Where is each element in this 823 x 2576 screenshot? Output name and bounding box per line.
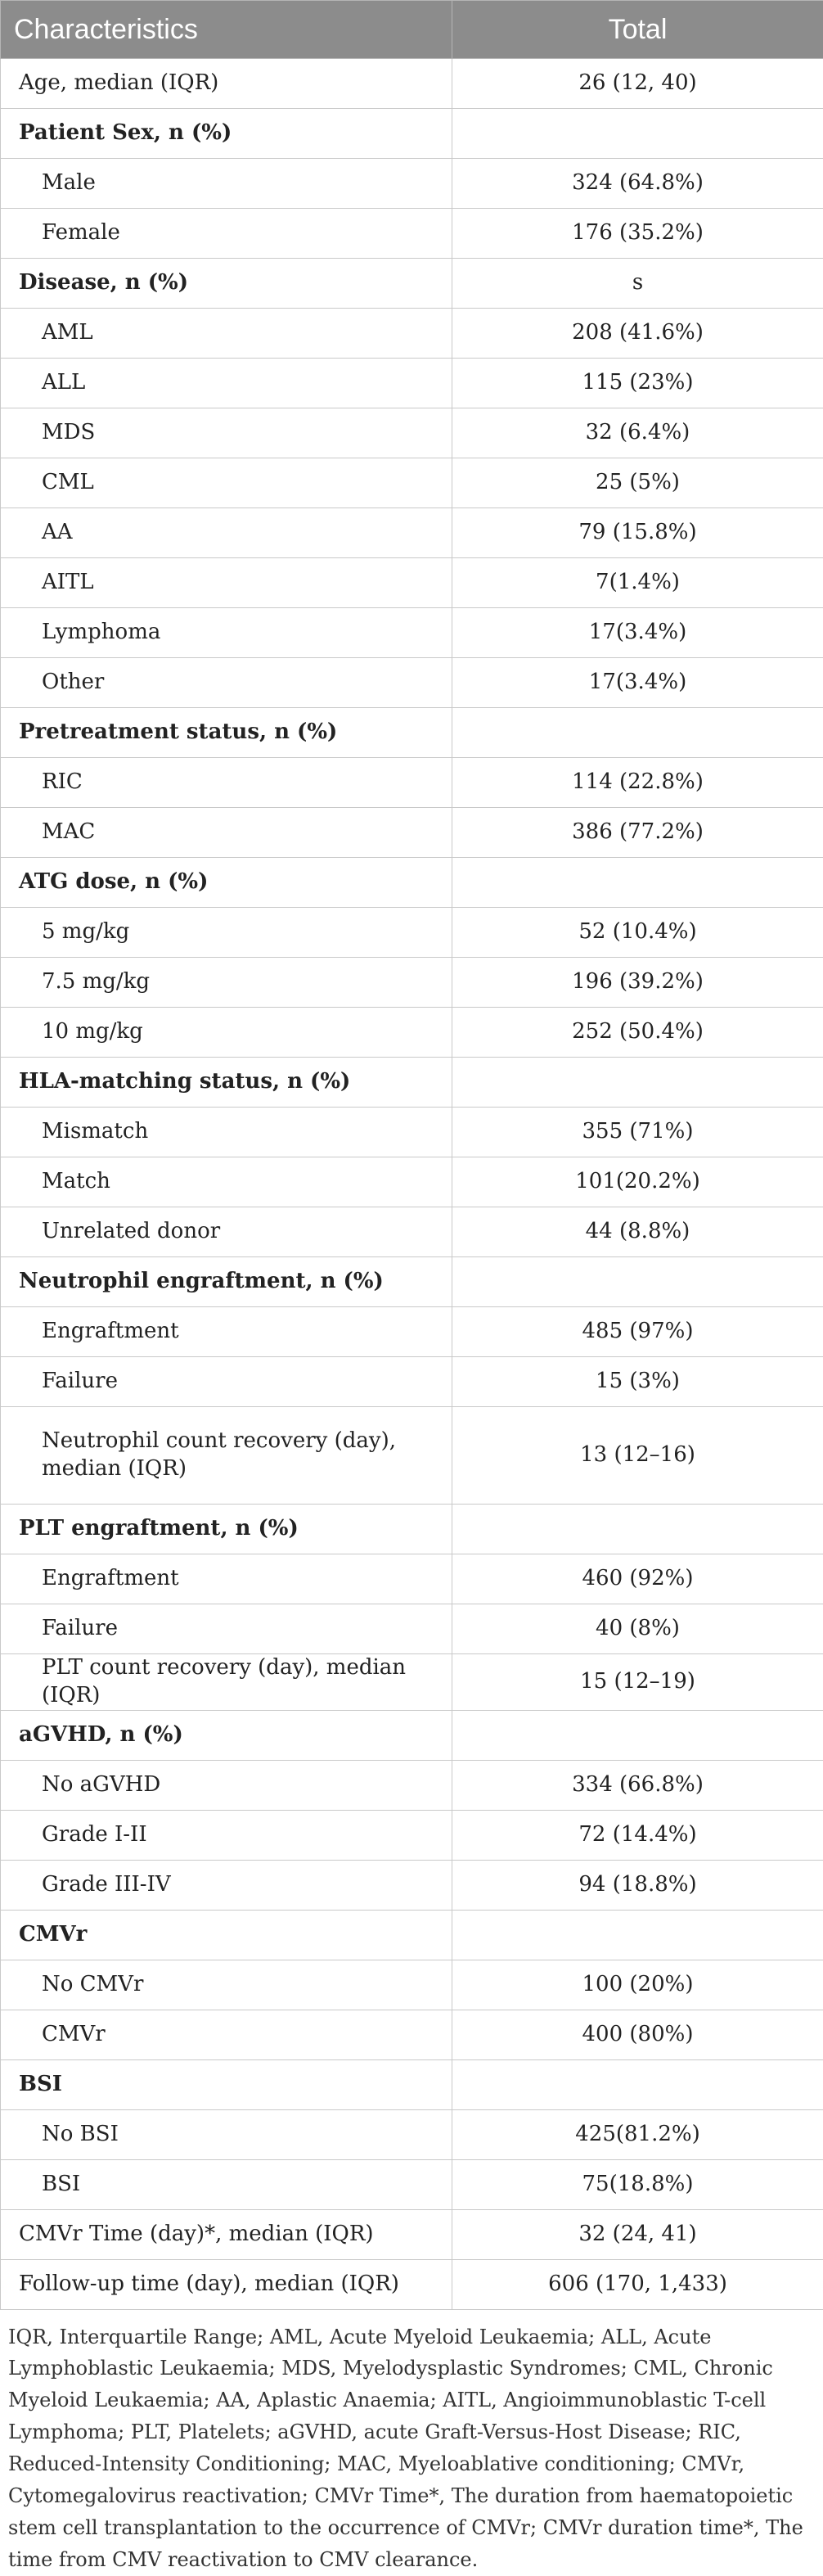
row-value: 32 (6.4%) [452, 408, 823, 458]
row-label: Unrelated donor [1, 1207, 452, 1257]
row-label: Other [1, 658, 452, 708]
section-label: Pretreatment status, n (%) [1, 708, 452, 758]
header-characteristics: Characteristics [1, 1, 452, 59]
row-label: PLT count recovery (day), median (IQR) [1, 1654, 452, 1711]
header-total: Total [452, 1, 823, 59]
row-label: Follow-up time (day), median (IQR) [1, 2259, 452, 2309]
section-label: PLT engraftment, n (%) [1, 1505, 452, 1554]
row-value: 15 (3%) [452, 1357, 823, 1407]
row-value: 425(81.2%) [452, 2109, 823, 2159]
table-row [1, 1654, 823, 1711]
row-value: 115 (23%) [452, 359, 823, 408]
table-row [1, 558, 823, 608]
row-label: ALL [1, 359, 452, 408]
row-label: CML [1, 458, 452, 508]
row-label: CMVr [1, 2010, 452, 2059]
section-row [1, 708, 823, 758]
table-row [1, 458, 823, 508]
section-label: BSI [1, 2059, 452, 2109]
row-value: 13 (12–16) [452, 1407, 823, 1505]
table-header-row [1, 1, 823, 59]
row-label: RIC [1, 758, 452, 808]
row-value: 386 (77.2%) [452, 808, 823, 858]
row-value: 400 (80%) [452, 2010, 823, 2059]
row-value [452, 858, 823, 908]
section-label: HLA-matching status, n (%) [1, 1058, 452, 1108]
row-value [452, 1257, 823, 1307]
row-value: 324 (64.8%) [452, 159, 823, 209]
table-row [1, 1860, 823, 1910]
table-row [1, 908, 823, 958]
table-row [1, 1407, 823, 1505]
table-row [1, 758, 823, 808]
section-label: ATG dose, n (%) [1, 858, 452, 908]
section-row [1, 1910, 823, 1960]
table-row [1, 1108, 823, 1157]
row-value [452, 1910, 823, 1960]
row-value: 17(3.4%) [452, 658, 823, 708]
row-value: 101(20.2%) [452, 1157, 823, 1207]
table-row [1, 1960, 823, 2010]
row-value: 32 (24, 41) [452, 2209, 823, 2259]
row-value: 17(3.4%) [452, 608, 823, 658]
row-label: Engraftment [1, 1307, 452, 1357]
section-label: Neutrophil engraftment, n (%) [1, 1257, 452, 1307]
table-row [1, 1357, 823, 1407]
row-label: Lymphoma [1, 608, 452, 658]
row-value: 196 (39.2%) [452, 958, 823, 1008]
section-label: aGVHD, n (%) [1, 1710, 452, 1760]
section-row [1, 1505, 823, 1554]
row-value: 44 (8.8%) [452, 1207, 823, 1257]
table-row [1, 1307, 823, 1357]
table-row [1, 808, 823, 858]
row-value: 15 (12–19) [452, 1654, 823, 1711]
row-label: Grade I-II [1, 1810, 452, 1860]
row-value [452, 2059, 823, 2109]
row-label: Grade III-IV [1, 1860, 452, 1910]
row-label: Engraftment [1, 1554, 452, 1604]
table-row [1, 408, 823, 458]
row-value: 334 (66.8%) [452, 1760, 823, 1810]
section-row [1, 1710, 823, 1760]
row-value: 208 (41.6%) [452, 309, 823, 359]
table-row [1, 59, 823, 109]
row-label: No CMVr [1, 1960, 452, 2010]
section-label: Disease, n (%) [1, 259, 452, 309]
row-value: 100 (20%) [452, 1960, 823, 2010]
row-label: Mismatch [1, 1108, 452, 1157]
row-value: 26 (12, 40) [452, 59, 823, 109]
section-row [1, 259, 823, 309]
row-value: 252 (50.4%) [452, 1008, 823, 1058]
row-value [452, 1505, 823, 1554]
table-row [1, 508, 823, 558]
row-label: MDS [1, 408, 452, 458]
row-label: AITL [1, 558, 452, 608]
row-value [452, 1710, 823, 1760]
row-value: 176 (35.2%) [452, 209, 823, 259]
row-label: Match [1, 1157, 452, 1207]
row-value: 606 (170, 1,433) [452, 2259, 823, 2309]
row-label: Female [1, 209, 452, 259]
row-value: 75(18.8%) [452, 2159, 823, 2209]
table-body [1, 59, 823, 2310]
row-label: Failure [1, 1357, 452, 1407]
row-label: 5 mg/kg [1, 908, 452, 958]
row-value: 355 (71%) [452, 1108, 823, 1157]
row-label: No aGVHD [1, 1760, 452, 1810]
row-label: AA [1, 508, 452, 558]
section-row [1, 1257, 823, 1307]
row-value [452, 109, 823, 159]
row-label: Age, median (IQR) [1, 59, 452, 109]
section-row [1, 109, 823, 159]
table-row [1, 2209, 823, 2259]
row-value: s [452, 259, 823, 309]
row-label: AML [1, 309, 452, 359]
table-row [1, 1604, 823, 1654]
row-value: 114 (22.8%) [452, 758, 823, 808]
row-value: 72 (14.4%) [452, 1810, 823, 1860]
table-row [1, 958, 823, 1008]
table-footnote: IQR, Interquartile Range; AML, Acute Myeloid Leukaemia; ALL, Acute Lymphoblastic Leukaemia; MDS, Myelodysplastic Syndromes; CML, Chronic Myeloid Leukaemia; AA, Aplastic Anaemia; AITL, Angioimmunoblastic T-cell Lymphoma; PLT, Platelets; aGVHD, acute Graft-Versus-Host Disease; RIC, Reduced-Intensity Conditioning; MAC, Myeloablative conditioning; CMVr, Cytomegalovirus reactivation; CMVr Time*, The duration from haematopoietic stem cell transplantation to the occurrence of CMVr; CMVr duration time*, The time from CMV reactivation to CMV clearance. [0, 2310, 823, 2576]
row-value: 7(1.4%) [452, 558, 823, 608]
row-value: 485 (97%) [452, 1307, 823, 1357]
table-row [1, 1008, 823, 1058]
row-label: CMVr Time (day)*, median (IQR) [1, 2209, 452, 2259]
section-row [1, 2059, 823, 2109]
row-value: 52 (10.4%) [452, 908, 823, 958]
table-row [1, 658, 823, 708]
row-value: 79 (15.8%) [452, 508, 823, 558]
table-row [1, 1157, 823, 1207]
row-value [452, 708, 823, 758]
row-value [452, 1058, 823, 1108]
row-label: No BSI [1, 2109, 452, 2159]
row-label: MAC [1, 808, 452, 858]
table-row [1, 159, 823, 209]
section-row [1, 1058, 823, 1108]
section-row [1, 858, 823, 908]
row-value: 94 (18.8%) [452, 1860, 823, 1910]
row-label: Male [1, 159, 452, 209]
row-label: Failure [1, 1604, 452, 1654]
table-row [1, 2159, 823, 2209]
table-row [1, 1760, 823, 1810]
row-label: Neutrophil count recovery (day), median (IQR) [1, 1407, 452, 1505]
table-row [1, 2259, 823, 2309]
row-label: 10 mg/kg [1, 1008, 452, 1058]
row-label: 7.5 mg/kg [1, 958, 452, 1008]
table-row [1, 309, 823, 359]
table-row [1, 1207, 823, 1257]
section-label: Patient Sex, n (%) [1, 109, 452, 159]
table-row [1, 209, 823, 259]
table-row [1, 2109, 823, 2159]
table-row [1, 359, 823, 408]
section-label: CMVr [1, 1910, 452, 1960]
table-row [1, 2010, 823, 2059]
row-value: 25 (5%) [452, 458, 823, 508]
table-row [1, 608, 823, 658]
row-value: 40 (8%) [452, 1604, 823, 1654]
table-row [1, 1554, 823, 1604]
row-value: 460 (92%) [452, 1554, 823, 1604]
table-row [1, 1810, 823, 1860]
row-label: BSI [1, 2159, 452, 2209]
